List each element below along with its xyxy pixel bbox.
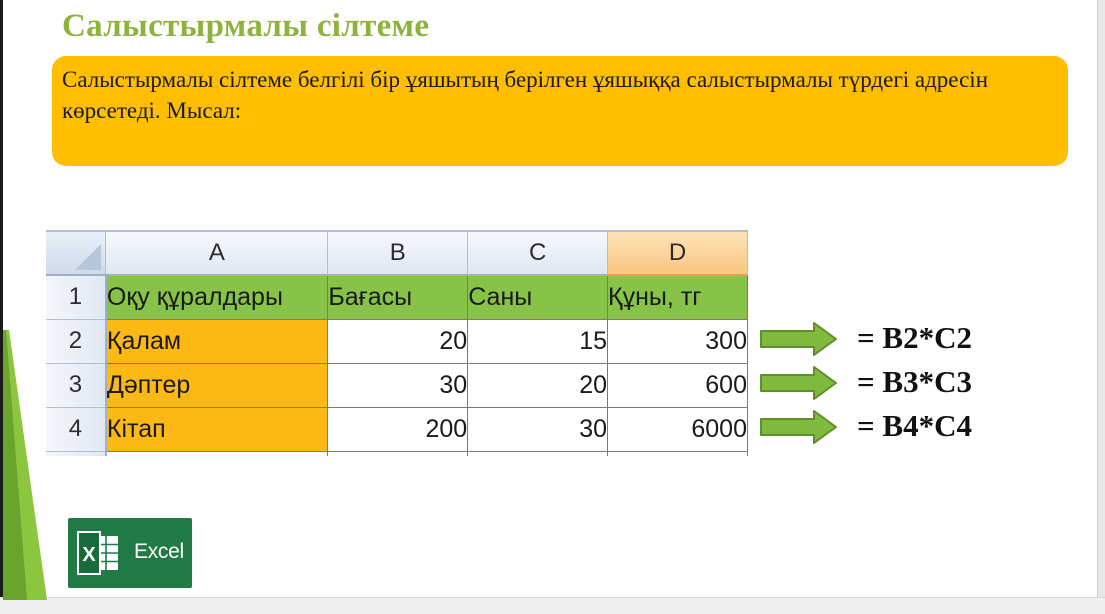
excel-logo-label: Excel (134, 540, 184, 563)
select-all-icon (75, 244, 101, 270)
cell-empty (106, 451, 328, 456)
slide-accent-stripe (3, 330, 47, 600)
formula-row-4: = B4*C4 (857, 408, 972, 443)
description-callout (52, 56, 1068, 166)
table-row (46, 407, 748, 451)
cell-c2[interactable]: 15 (468, 319, 608, 363)
cell-a2[interactable]: Қалам (106, 319, 328, 363)
cell-c3[interactable]: 20 (468, 363, 608, 407)
cell-d1[interactable]: Құны, тг (608, 275, 748, 319)
right-arrow-icon (760, 366, 838, 400)
column-header-c[interactable]: C (468, 231, 608, 275)
row-header[interactable]: 3 (46, 363, 106, 407)
cell-b1[interactable]: Бағасы (328, 275, 468, 319)
select-all-corner[interactable] (46, 231, 106, 275)
description-text: Салыстырмалы сілтеме белгілі бір ұяшытың берілген ұяшыққа салыстырмалы түрдегі адресін көрсетеді. Мысал: (62, 67, 988, 123)
cell-a1[interactable]: Оқу құралдары (106, 275, 328, 319)
window-right-edge (1097, 0, 1105, 614)
spreadsheet-grid (46, 230, 748, 456)
row-header-partial (46, 451, 106, 456)
cell-a3[interactable]: Дәптер (106, 363, 328, 407)
column-header-d[interactable]: D (608, 231, 748, 275)
excel-logo (68, 518, 192, 588)
cell-b3[interactable]: 30 (328, 363, 468, 407)
formula-row-3: = B3*C3 (857, 364, 972, 399)
cell-empty (328, 451, 468, 456)
column-header-a[interactable]: A (106, 231, 328, 275)
table-row (46, 319, 748, 363)
cell-d4[interactable]: 6000 (608, 407, 748, 451)
excel-logo-letter: X (82, 544, 96, 566)
table-row (46, 275, 748, 319)
cell-empty (608, 451, 748, 456)
window-bottom-edge (0, 597, 1105, 614)
column-header-row (46, 231, 748, 275)
cell-a4[interactable]: Кітап (106, 407, 328, 451)
row-header[interactable]: 2 (46, 319, 106, 363)
excel-logo-icon (76, 530, 122, 576)
cell-d2[interactable]: 300 (608, 319, 748, 363)
cell-empty (468, 451, 608, 456)
right-arrow-icon (760, 410, 838, 444)
right-arrow-icon (760, 322, 838, 356)
table-row-partial (46, 451, 748, 456)
cell-b4[interactable]: 200 (328, 407, 468, 451)
cell-c4[interactable]: 30 (468, 407, 608, 451)
row-header[interactable]: 1 (46, 275, 106, 319)
cell-b2[interactable]: 20 (328, 319, 468, 363)
row-header[interactable]: 4 (46, 407, 106, 451)
cell-d3[interactable]: 600 (608, 363, 748, 407)
slide-title: Салыстырмалы сілтеме (62, 8, 430, 44)
spreadsheet (46, 230, 748, 456)
formula-row-2: = B2*C2 (857, 320, 972, 355)
cell-c1[interactable]: Саны (468, 275, 608, 319)
table-row (46, 363, 748, 407)
column-header-b[interactable]: B (328, 231, 468, 275)
